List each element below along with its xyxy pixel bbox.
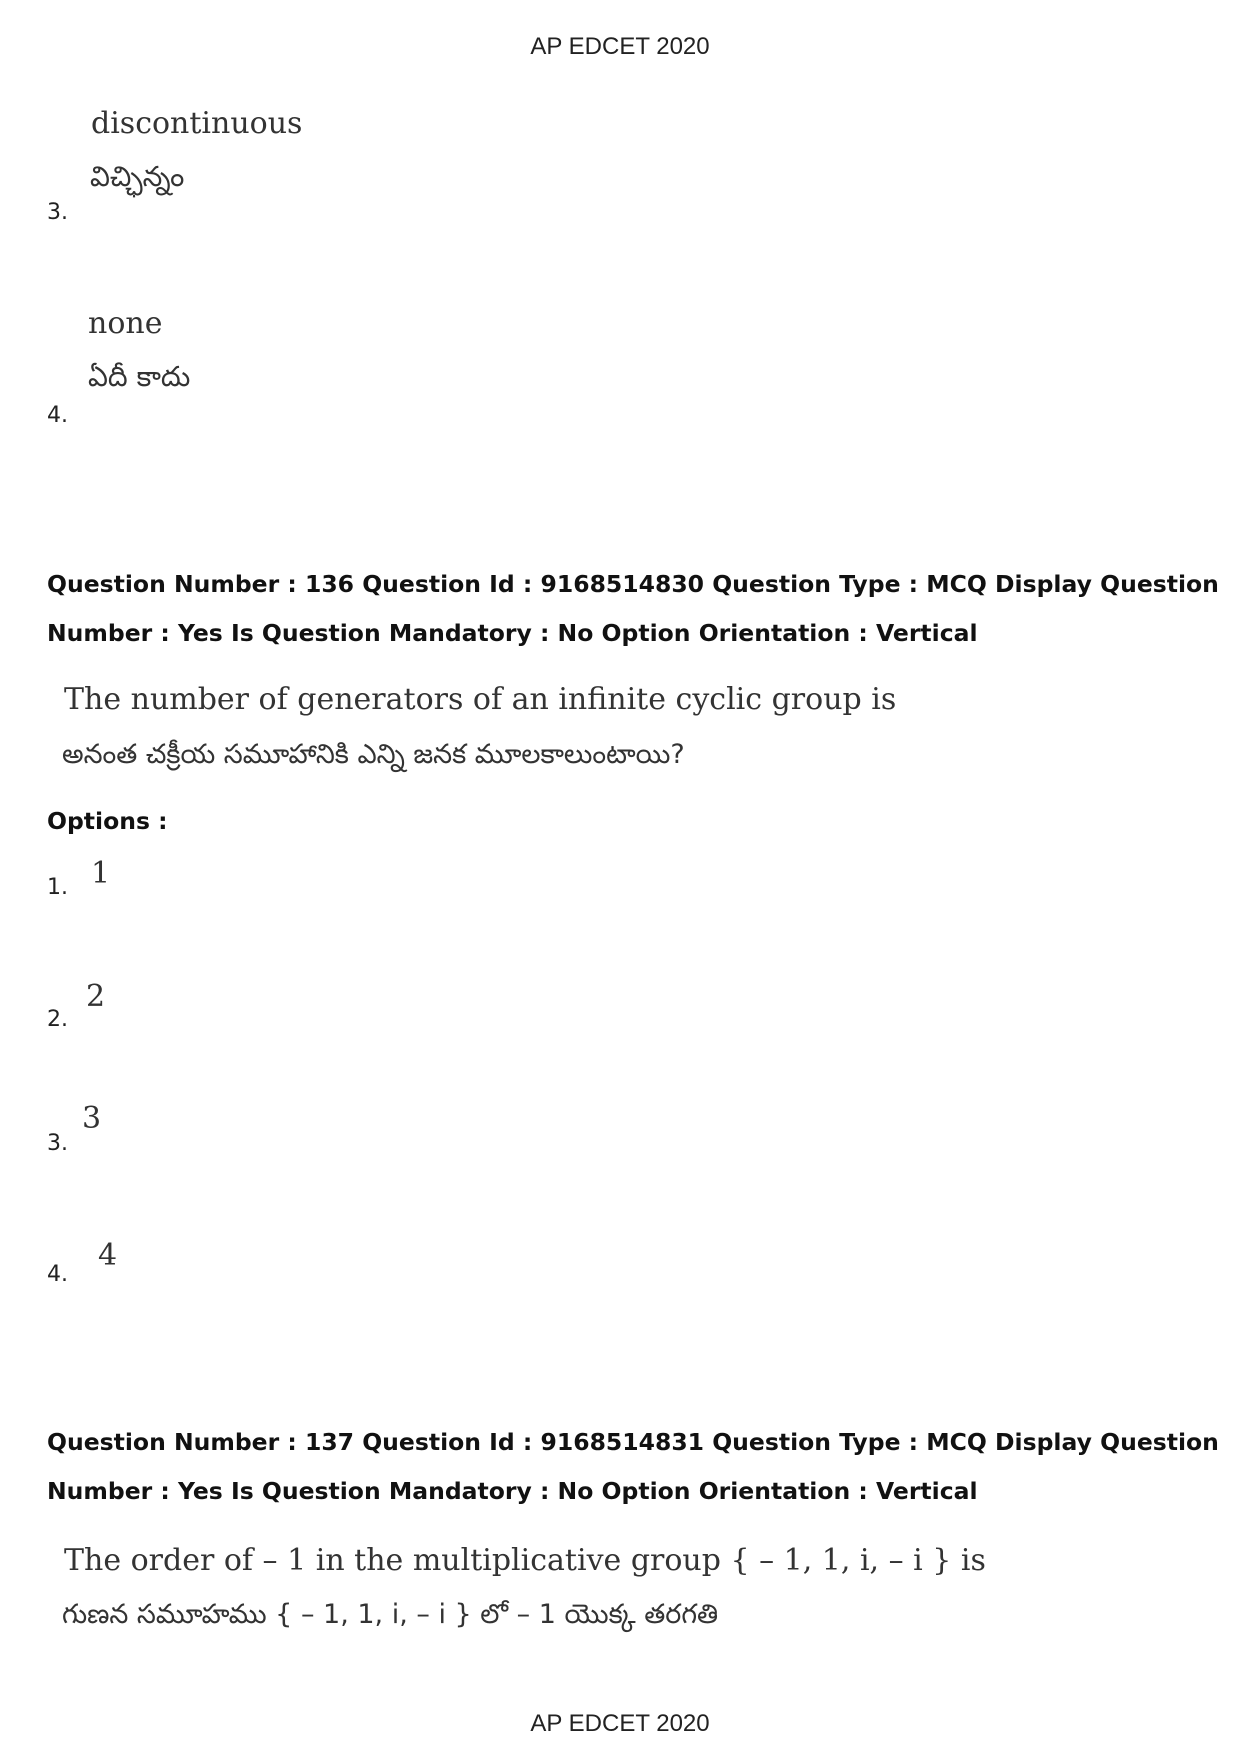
option-3-text-te: విచ్ఛిన్నం: [90, 160, 185, 193]
q136-option-3-number: 3.: [47, 1131, 68, 1156]
q136-option-4-number: 4.: [47, 1262, 68, 1287]
q137-meta-line1: Question Number : 137 Question Id : 9168514831 Question Type : MCQ Display Question: [47, 1428, 1219, 1456]
q136-option-2-number: 2.: [47, 1007, 68, 1032]
option-4-number: 4.: [47, 403, 68, 428]
page-header: AP EDCET 2020: [530, 33, 710, 60]
page-footer: AP EDCET 2020: [530, 1710, 710, 1737]
q136-option-1-number: 1.: [47, 875, 68, 900]
q136-question-en: The number of generators of an infinite cyclic group is: [64, 682, 897, 717]
q137-question-en: The order of – 1 in the multiplicative group { – 1, 1, i, – i } is: [64, 1543, 986, 1578]
q136-option-2-value: 2: [86, 979, 106, 1014]
q136-options-label: Options :: [47, 807, 168, 835]
q137-question-te: గుణన సమూహము { – 1, 1, i, – i } లో – 1 యొక్క తరగతి: [62, 1599, 719, 1630]
q136-meta-line1: Question Number : 136 Question Id : 9168514830 Question Type : MCQ Display Question: [47, 570, 1219, 598]
q136-option-4-value: 4: [98, 1238, 118, 1273]
q136-question-te: అనంత చక్రీయ సమూహానికి ఎన్ని జనక మూలకాలుంటాయి?: [62, 739, 685, 770]
q136-option-3-value: 3: [82, 1101, 102, 1136]
q136-option-1-value: 1: [91, 856, 111, 891]
option-3-text-en: discontinuous: [91, 106, 303, 141]
q136-meta-line2: Number : Yes Is Question Mandatory : No Option Orientation : Vertical: [47, 619, 978, 647]
q137-meta-line2: Number : Yes Is Question Mandatory : No Option Orientation : Vertical: [47, 1477, 978, 1505]
option-4-text-en: none: [88, 306, 163, 341]
option-4-text-te: ఏదీ కాదు: [88, 360, 191, 393]
option-3-number: 3.: [47, 200, 68, 225]
